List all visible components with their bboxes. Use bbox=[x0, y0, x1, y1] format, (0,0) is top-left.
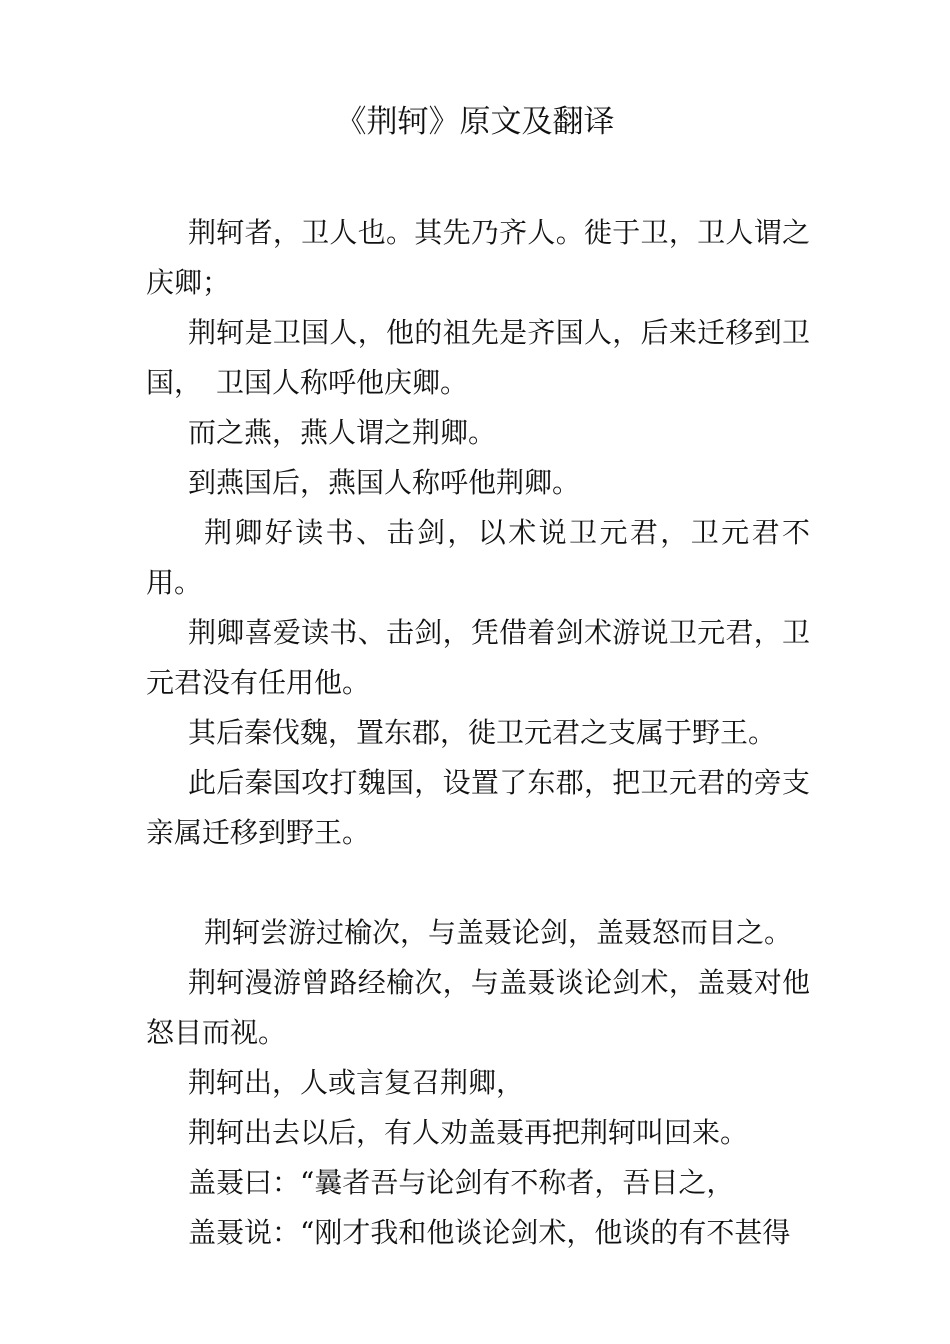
paragraph: 荆轲是卫国人，他的祖先是齐国人，后来迁移到卫国， 卫国人称呼他庆卿。 bbox=[146, 316, 810, 399]
paragraph: 荆轲漫游曾路经榆次，与盖聂谈论剑术，盖聂对他怒目而视。 bbox=[146, 966, 810, 1049]
paragraph: 荆卿好读书、击剑，以术说卫元君，卫元君不用。 bbox=[146, 516, 810, 599]
paragraph: 到燕国后，燕国人称呼他荆卿。 bbox=[188, 466, 581, 499]
paragraph: 荆卿喜爱读书、击剑，凭借着剑术游说卫元君，卫元君没有任用他。 bbox=[146, 616, 810, 699]
paragraph: 而之燕，燕人谓之荆卿。 bbox=[188, 416, 497, 449]
document-title: 《荆轲》原文及翻译 bbox=[335, 104, 615, 140]
paragraph: 盖聂说：“刚才我和他谈论剑术，他谈的有不甚得 bbox=[188, 1216, 791, 1249]
paragraph: 其后秦伐魏，置东郡，徙卫元君之支属于野王。 bbox=[188, 716, 777, 749]
paragraph: 荆轲出去以后，有人劝盖聂再把荆轲叫回来。 bbox=[188, 1116, 749, 1149]
paragraph-spacer bbox=[146, 858, 810, 908]
paragraph: 此后秦国攻打魏国，设置了东郡，把卫元君的旁支亲属迁移到野王。 bbox=[146, 766, 810, 849]
paragraph: 荆轲者，卫人也。其先乃齐人。徙于卫，卫人谓之庆卿； bbox=[146, 216, 810, 299]
paragraph: 荆轲出，人或言复召荆卿， bbox=[188, 1066, 525, 1099]
document-body bbox=[146, 208, 810, 1258]
paragraph: 盖聂曰：“曩者吾与论剑有不称者，吾目之， bbox=[188, 1166, 735, 1199]
paragraph: 荆轲尝游过榆次，与盖聂论剑，盖聂怒而目之。 bbox=[204, 916, 793, 949]
